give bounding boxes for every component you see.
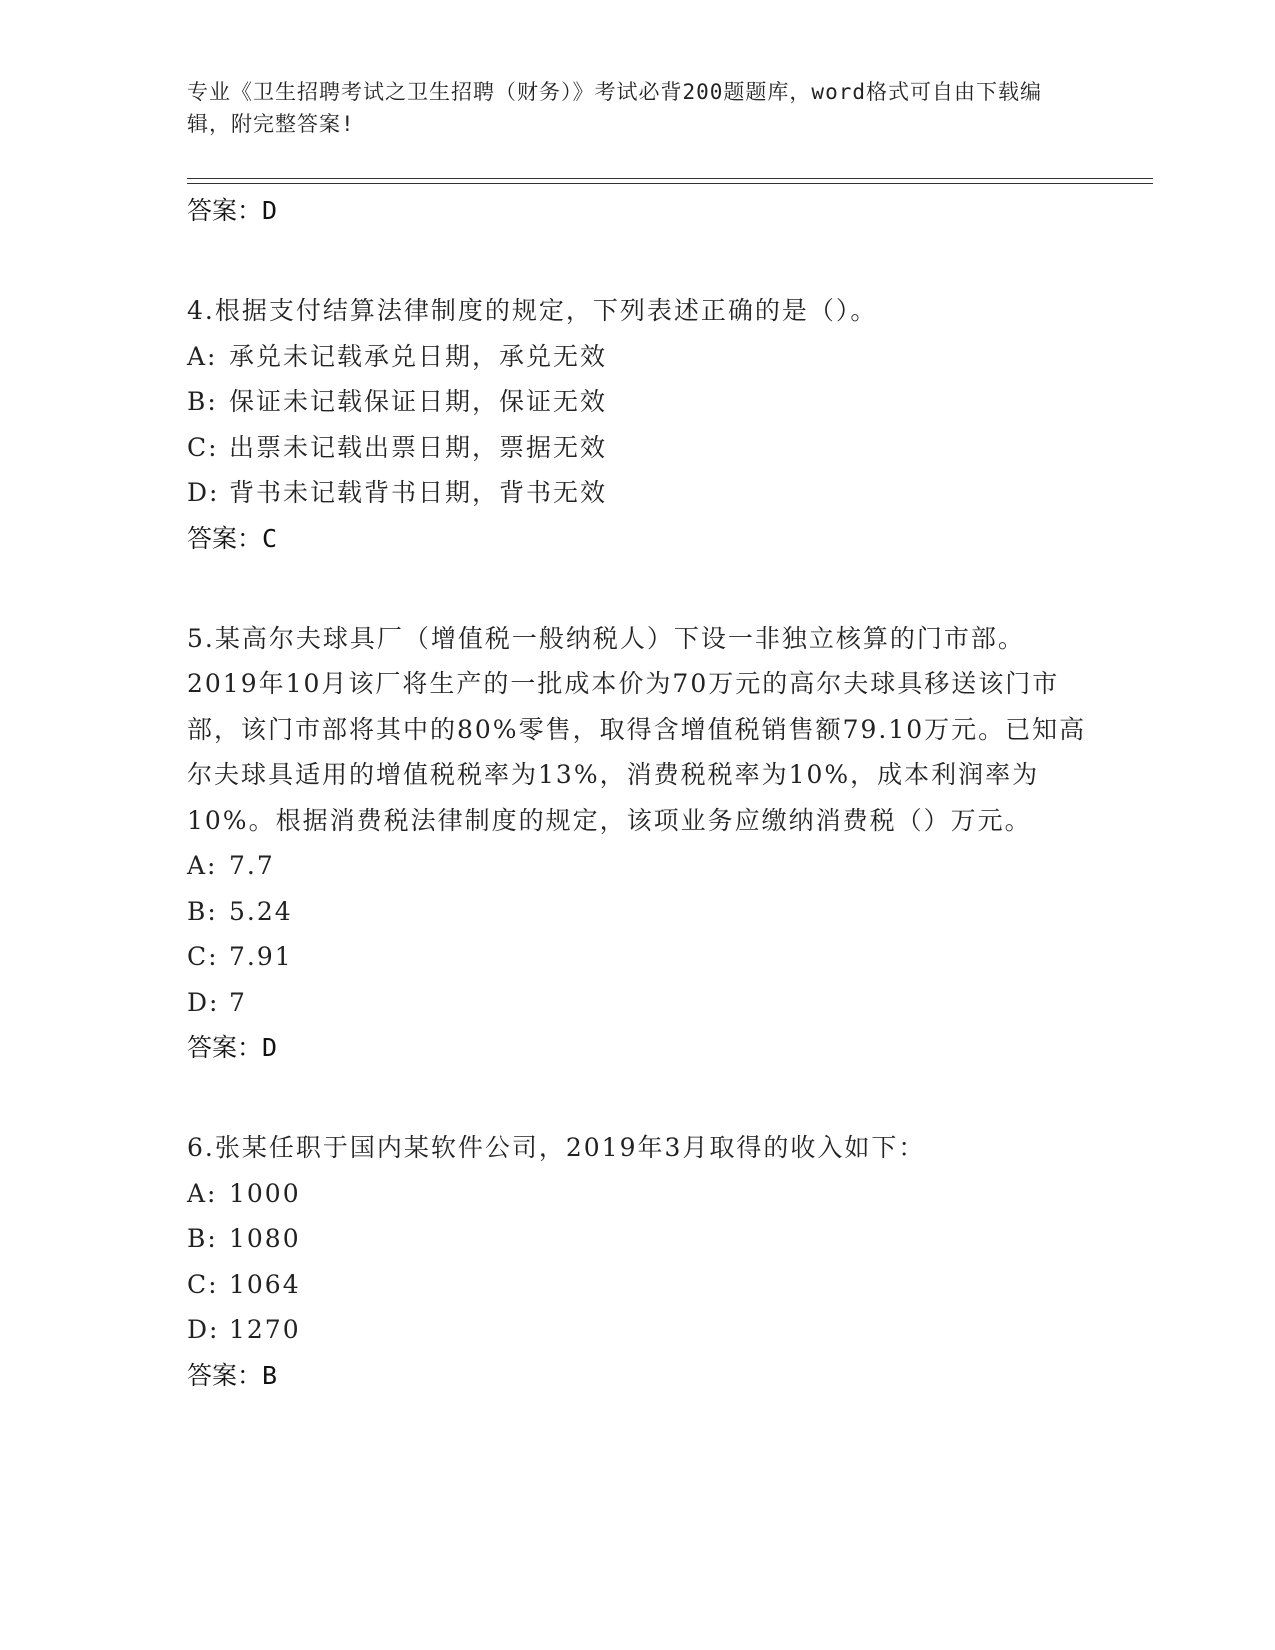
- answer: 答案：B: [187, 1360, 278, 1390]
- header-rule-bottom: [187, 183, 1153, 184]
- option-text: 保证未记载保证日期，保证无效: [229, 387, 608, 416]
- option-text: 1064: [229, 1269, 301, 1299]
- option-text: 7.91: [229, 942, 293, 971]
- option-d: [187, 980, 1087, 1026]
- option-key: D:: [187, 478, 220, 507]
- document-body: [187, 188, 1087, 1399]
- option-key: D:: [187, 1315, 220, 1344]
- header-intro-text: 专业《卫生招聘考试之卫生招聘（财务）》考试必背200题题库，word格式可自由下载编辑，附完整答案!: [187, 80, 1042, 136]
- option-text: 1080: [229, 1224, 301, 1253]
- option-a: [187, 843, 1087, 889]
- option-key: A:: [187, 1178, 218, 1208]
- option-text: 7: [229, 987, 247, 1017]
- option-d: [187, 470, 1087, 516]
- option-c: [187, 934, 1087, 980]
- option-text: 7.7: [229, 851, 275, 880]
- option-key: B:: [187, 1224, 218, 1253]
- option-key: D:: [187, 987, 220, 1017]
- option-a: [187, 334, 1087, 380]
- option-b: [187, 1216, 1087, 1262]
- option-key: C:: [187, 1269, 219, 1299]
- answer: 答案：D: [187, 1033, 278, 1062]
- option-c: [187, 1262, 1087, 1308]
- answer-previous: 答案：D: [187, 196, 278, 225]
- option-key: A:: [187, 341, 218, 371]
- option-b: [187, 379, 1087, 425]
- option-text: 1000: [229, 1178, 301, 1208]
- question-stem: 4.根据支付结算法律制度的规定，下列表述正确的是（）。: [187, 296, 878, 325]
- option-key: A:: [187, 851, 218, 880]
- option-text: 背书未记载背书日期，背书无效: [229, 478, 608, 507]
- header-rule-top: [187, 178, 1153, 179]
- option-text: 1270: [229, 1315, 301, 1344]
- question-stem: 5.某高尔夫球具厂（增值税一般纳税人）下设一非独立核算的门市部。2019年10月该厂将生产的一批成本价为70万元的高尔夫球具移送该门市部，该门市部将其中的80%零售，取得含增值税销售额79.10万元。已知高尔夫球具适用的增值税税率为13%，消费税税率为10%，成本利润率为10%。根据消费税法律制度的规定，该项业务应缴纳消费税（）万元。: [187, 623, 1087, 835]
- option-d: [187, 1307, 1087, 1353]
- question-5: [187, 616, 1087, 1072]
- option-key: C:: [187, 942, 219, 971]
- option-b: [187, 889, 1087, 935]
- option-text: 出票未记载出票日期，票据无效: [229, 432, 608, 462]
- document-header: [187, 76, 1067, 140]
- question-6: [187, 1125, 1087, 1399]
- option-key: C:: [187, 432, 219, 462]
- option-c: [187, 425, 1087, 471]
- option-a: [187, 1171, 1087, 1217]
- option-text: 5.24: [229, 896, 293, 926]
- question-4: [187, 288, 1087, 562]
- question-stem: 6.张某任职于国内某软件公司，2019年3月取得的收入如下：: [187, 1133, 926, 1162]
- answer: 答案：C: [187, 523, 278, 553]
- option-text: 承兑未记载承兑日期，承兑无效: [229, 341, 608, 371]
- option-key: B:: [187, 387, 218, 416]
- option-key: B:: [187, 896, 218, 926]
